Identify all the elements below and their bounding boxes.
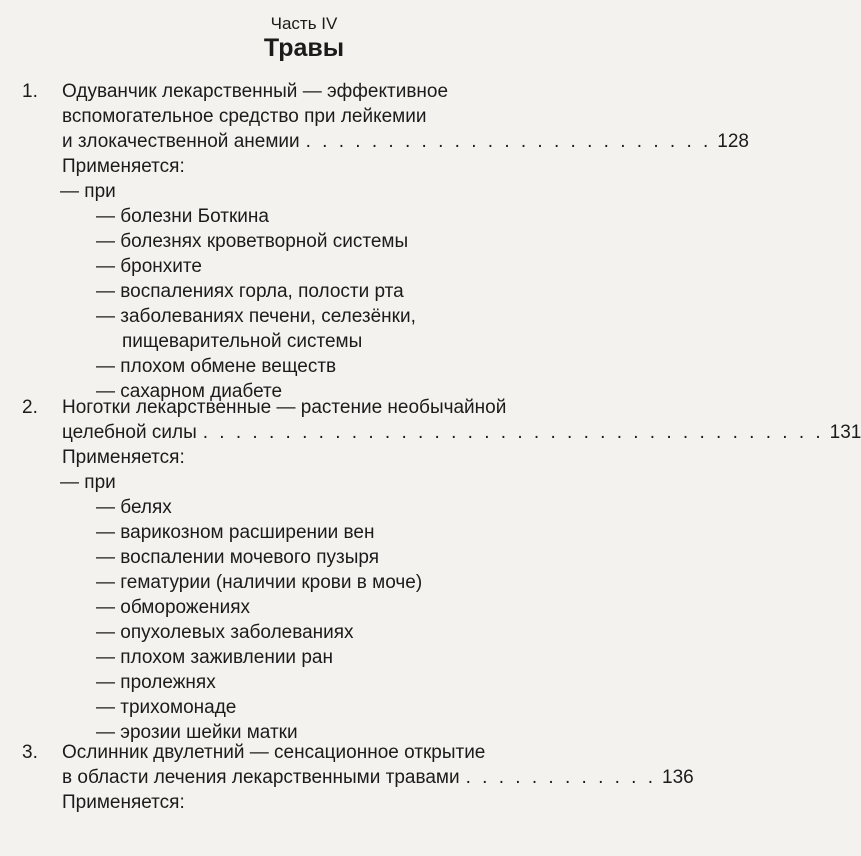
list-item: — бронхите — [96, 256, 202, 277]
entry-title-last-line — [62, 129, 749, 154]
list-item: — плохом заживлении ран — [96, 647, 333, 668]
entry-number: 1. — [22, 81, 38, 102]
section-title: Травы — [263, 34, 345, 62]
list-item: — трихомонаде — [96, 697, 237, 718]
applied-label: Применяется: — [62, 792, 185, 813]
entry-title-line: Одуванчик лекарственный — эффективное — [62, 81, 449, 102]
list-item: — воспалении мочевого пузыря — [96, 547, 380, 568]
page-number: 131 — [829, 422, 861, 443]
applied-label: Применяется: — [62, 156, 185, 177]
entry-title-line: Ослинник двулетний — сенсационное открытие — [62, 742, 486, 763]
entry-title-text: в области лечения лекарственными травами — [62, 767, 460, 788]
part-label: Часть IV — [270, 14, 338, 33]
list-item: — болезнях кроветворной системы — [96, 231, 409, 252]
entry-title-last-line — [62, 765, 694, 790]
list-item: — заболеваниях печени, селезёнки, — [96, 306, 416, 327]
list-item: — опухолевых заболеваниях — [96, 622, 354, 643]
list-item: — воспалениях горла, полости рта — [96, 281, 404, 302]
entry-title-line: Ноготки лекарственные — растение необычайной — [62, 397, 507, 418]
dot-leader: . . . . . . . . . . . . . . . . . . . . . . . . . — [305, 131, 712, 152]
list-item: — гематурии (наличии крови в моче) — [96, 572, 423, 593]
entry-number: 2. — [22, 397, 38, 418]
list-item: — варикозном расширении вен — [96, 522, 375, 543]
entry-title-text: и злокачественной анемии — [62, 131, 300, 152]
page-number: 136 — [662, 767, 694, 788]
dot-leader: . . . . . . . . . . . . — [465, 767, 657, 788]
entry-title-last-line — [62, 420, 861, 445]
list-item: — пролежнях — [96, 672, 216, 693]
list-item: — белях — [96, 497, 172, 518]
applied-label: Применяется: — [62, 447, 185, 468]
list-item: — обморожениях — [96, 597, 251, 618]
list-item-continuation: пищеварительной системы — [122, 331, 363, 352]
page-number: 128 — [717, 131, 749, 152]
list-item: — болезни Боткина — [96, 206, 269, 227]
entry-number: 3. — [22, 742, 38, 763]
entry-title-line: вспомогательное средство при лейкемии — [62, 106, 427, 127]
entry-title-text: целебной силы — [62, 422, 197, 443]
dot-leader: . . . . . . . . . . . . . . . . . . . . . . . . . . . . . . . . . . . . . . — [202, 422, 824, 443]
list-item: — эрозии шейки матки — [96, 722, 298, 743]
pri-label: — при — [60, 472, 116, 493]
pri-label: — при — [60, 181, 116, 202]
list-item: — плохом обмене веществ — [96, 356, 337, 377]
list-item: — сахарном диабете — [96, 381, 283, 402]
